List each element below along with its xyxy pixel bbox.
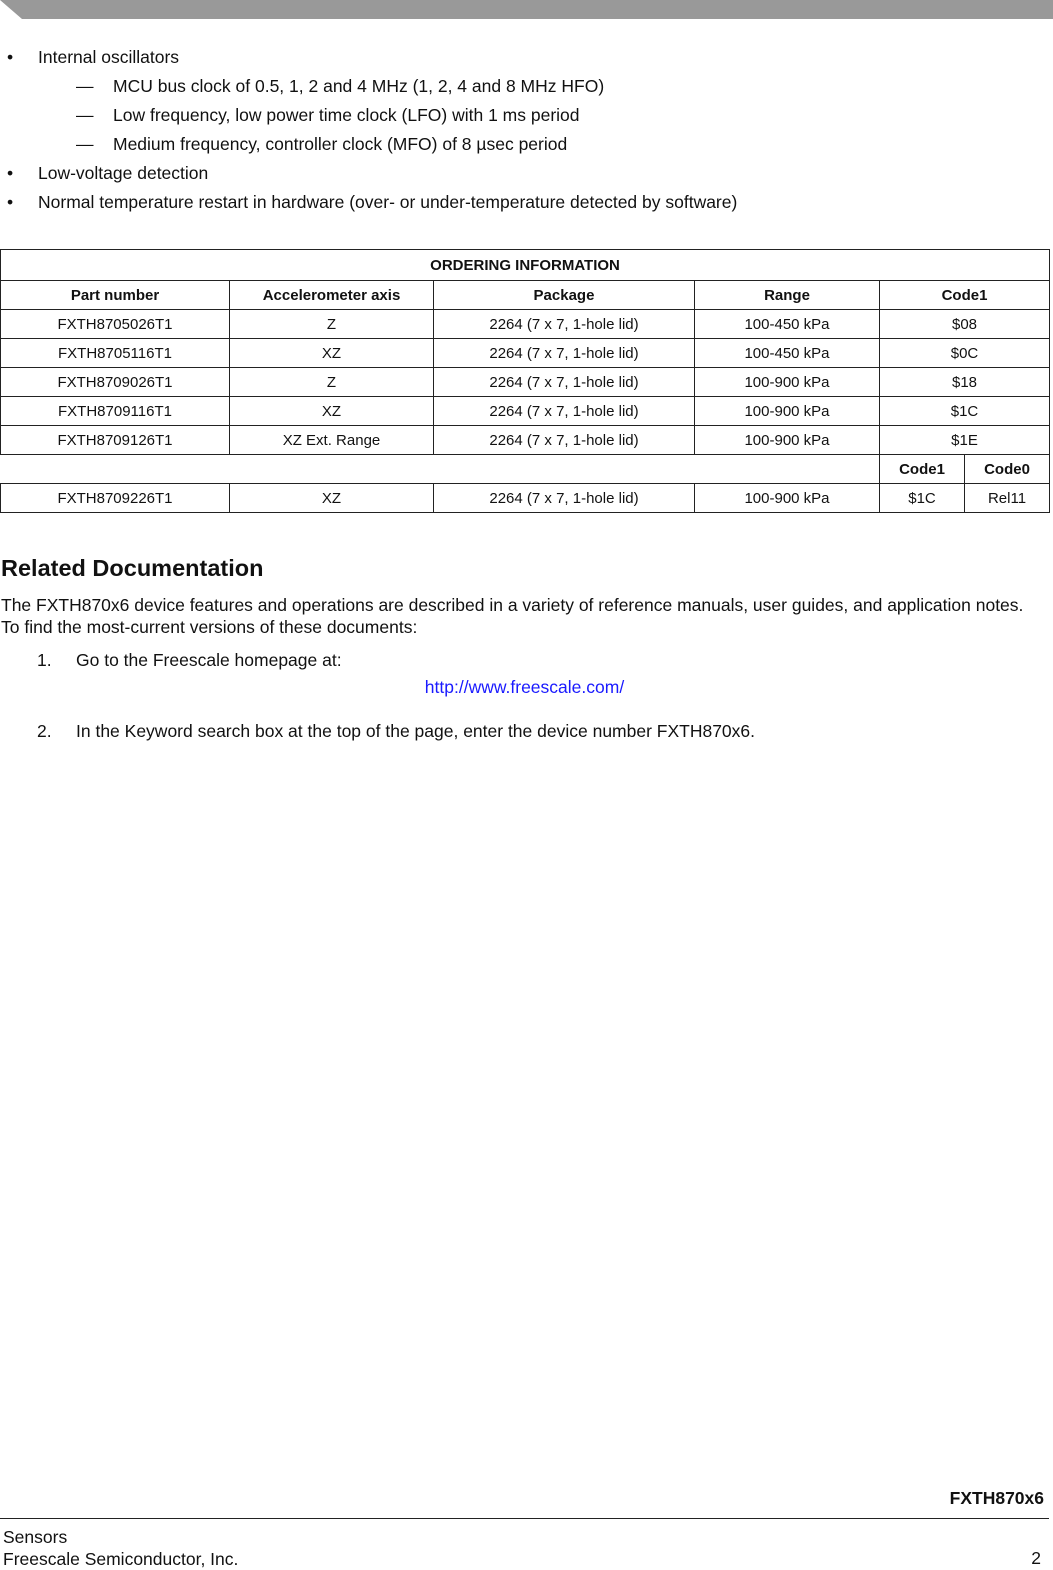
cell-range: 100-900 kPa: [695, 484, 880, 513]
header-part-number: Part number: [1, 281, 230, 310]
step-number: 1.: [37, 650, 52, 670]
bullet-mark: •: [7, 163, 14, 183]
step-text: Go to the Freescale homepage at:: [76, 650, 342, 670]
cell-part-number: FXTH8705026T1: [1, 310, 230, 339]
cell-package: 2264 (7 x 7, 1-hole lid): [434, 310, 695, 339]
cell-range: 100-450 kPa: [695, 310, 880, 339]
table-row: [1, 310, 1050, 339]
header-code1: Code1: [880, 281, 1050, 310]
header-range: Range: [695, 281, 880, 310]
empty-cell: [1, 455, 880, 484]
cell-axis: Z: [230, 368, 434, 397]
sub-mark: —: [76, 105, 94, 125]
cell-code1: $18: [880, 368, 1050, 397]
cell-part-number: FXTH8705116T1: [1, 339, 230, 368]
intro-paragraph: The FXTH870x6 device features and operations are described in a variety of reference manuals, user guides, and application notes. To find the most-current versions of these documents:: [1, 595, 1024, 637]
step-number: 2.: [37, 721, 52, 741]
sub-mark: —: [76, 76, 94, 96]
sub-text: Low frequency, low power time clock (LFO) with 1 ms period: [113, 105, 580, 125]
cell-axis: XZ: [230, 397, 434, 426]
cell-package: 2264 (7 x 7, 1-hole lid): [434, 339, 695, 368]
section-title: Related Documentation: [1, 555, 264, 581]
cell-axis: XZ: [230, 339, 434, 368]
cell-range: 100-900 kPa: [695, 426, 880, 455]
cell-part-number: FXTH8709226T1: [1, 484, 230, 513]
table-row: [1, 397, 1050, 426]
cell-package: 2264 (7 x 7, 1-hole lid): [434, 426, 695, 455]
sub-text: MCU bus clock of 0.5, 1, 2 and 4 MHz (1, 2, 4 and 8 MHz HFO): [113, 76, 605, 96]
table-row: [1, 368, 1050, 397]
sub-text: Medium frequency, controller clock (MFO) of 8 µsec period: [113, 134, 568, 154]
cell-code0: Rel11: [965, 484, 1050, 513]
cell-code1: $0C: [880, 339, 1050, 368]
cell-code1: $1C: [880, 484, 965, 513]
header-band: [0, 0, 1053, 19]
cell-range: 100-900 kPa: [695, 397, 880, 426]
bullet-text: Internal oscillators: [38, 47, 180, 67]
cell-code1: $1C: [880, 397, 1050, 426]
cell-part-number: FXTH8709126T1: [1, 426, 230, 455]
table-header-row: [1, 281, 1050, 310]
cell-code1: $08: [880, 310, 1050, 339]
freescale-homepage-link[interactable]: http://www.freescale.com/: [424, 677, 625, 697]
footer-publisher: [3, 1526, 238, 1570]
subheader-code1: Code1: [880, 455, 965, 484]
table-row: [1, 339, 1050, 368]
cell-package: 2264 (7 x 7, 1-hole lid): [434, 484, 695, 513]
subheader-code0: Code0: [965, 455, 1050, 484]
cell-package: 2264 (7 x 7, 1-hole lid): [434, 368, 695, 397]
footer-line-sensors: Sensors: [3, 1527, 68, 1547]
sub-mark: —: [76, 134, 94, 154]
ordering-information-table: [0, 249, 1050, 513]
cell-range: 100-900 kPa: [695, 368, 880, 397]
cell-package: 2264 (7 x 7, 1-hole lid): [434, 397, 695, 426]
bullet-text: Low-voltage detection: [38, 163, 209, 183]
table-subheader-row: [1, 455, 1050, 484]
document-id: FXTH870x6: [949, 1488, 1044, 1508]
footer-line-company: Freescale Semiconductor, Inc.: [3, 1549, 239, 1569]
cell-axis: Z: [230, 310, 434, 339]
bullet-text: Normal temperature restart in hardware (over- or under-temperature detected by software): [38, 192, 738, 212]
cell-part-number: FXTH8709026T1: [1, 368, 230, 397]
bullet-mark: •: [7, 47, 14, 67]
cell-code1: $1E: [880, 426, 1050, 455]
cell-axis: XZ Ext. Range: [230, 426, 434, 455]
footer-divider: [0, 1518, 1049, 1519]
page-number: 2: [1031, 1548, 1041, 1568]
bullet-mark: •: [7, 192, 14, 212]
header-package: Package: [434, 281, 695, 310]
step-text: In the Keyword search box at the top of the page, enter the device number FXTH870x6.: [76, 721, 756, 741]
cell-range: 100-450 kPa: [695, 339, 880, 368]
table-row: [1, 426, 1050, 455]
cell-axis: XZ: [230, 484, 434, 513]
header-accelerometer-axis: Accelerometer axis: [230, 281, 434, 310]
table-row: [1, 484, 1050, 513]
table-title: ORDERING INFORMATION: [1, 250, 1050, 281]
cell-part-number: FXTH8709116T1: [1, 397, 230, 426]
